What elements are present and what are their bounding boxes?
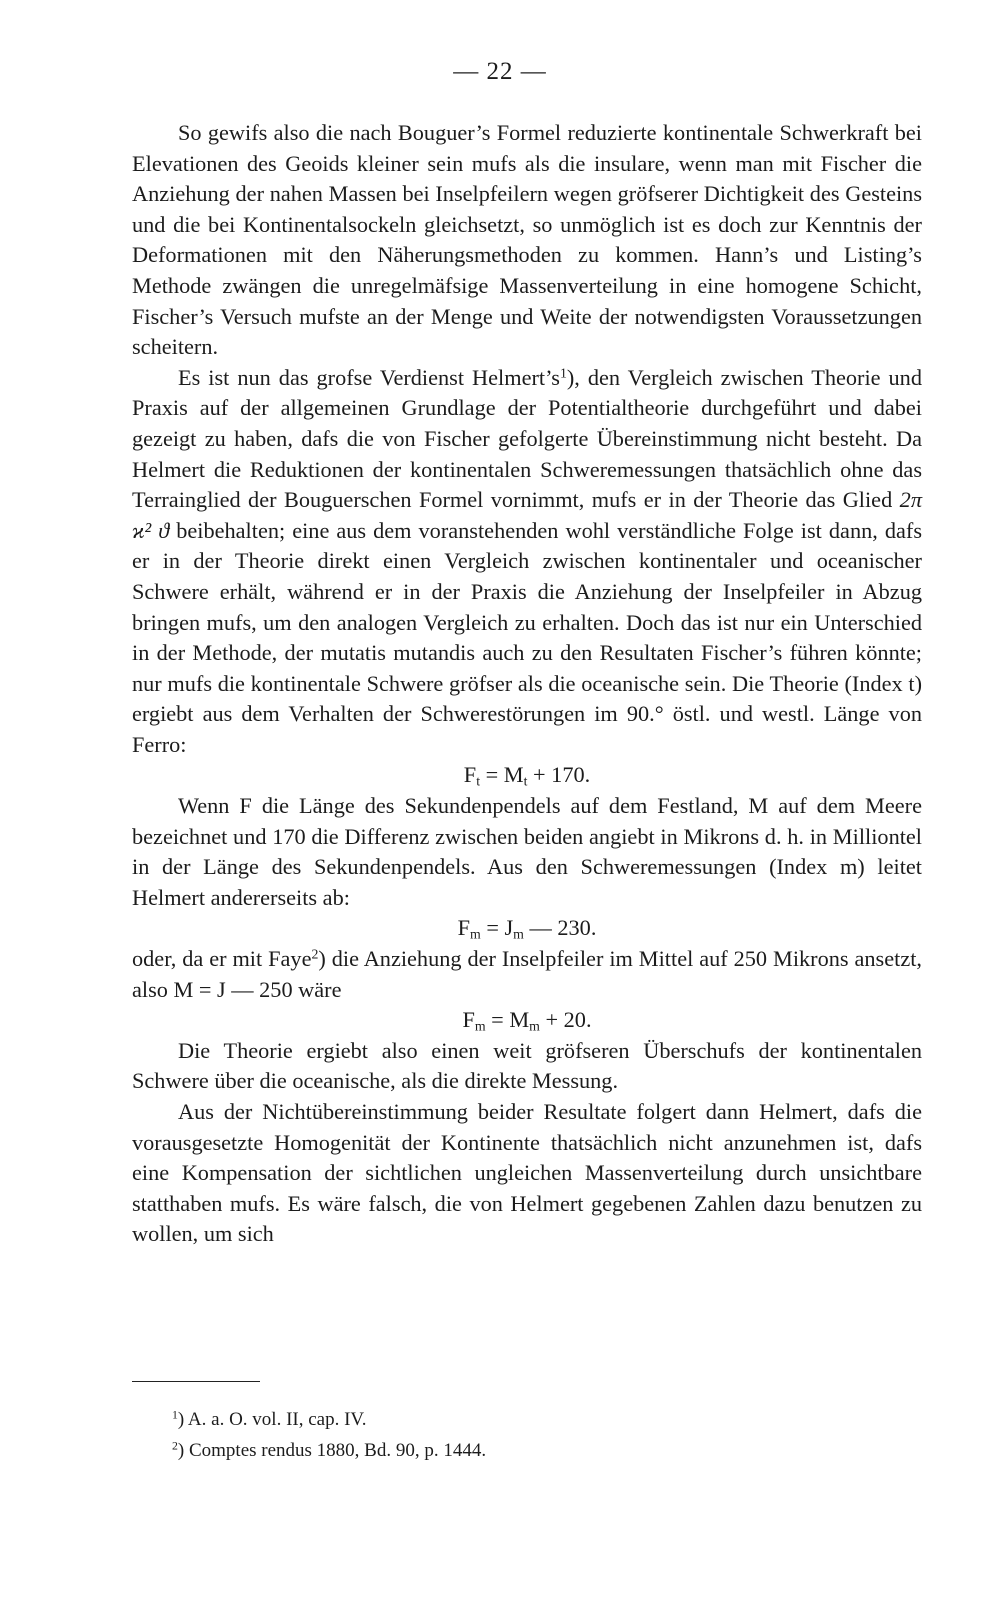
paragraph-2-end: beibehalten; eine aus dem voranstehenden wohl verständliche Folge ist dann, dafs er in der Theorie direkt einen Vergleich zwischen kontinentaler und oceanischer Schwere erhält, während er in der Praxis die Anziehung der Inselpfeiler in Abzug bringen mufs, um den analogen Vergleich zu erhalten. Doch das ist nur ein Unterschied in der Methode, der mutatis mutandis auch zu den Resultaten Fischer’s führen könnte; nur mufs die kontinentale Schwere gröfser als die oceanische sein. Die Theorie (Index t) ergiebt aus dem Verhalten der Schwerestörungen im 90.° östl. und westl. Länge von Ferro: [132, 517, 922, 757]
paragraph-4-end: ) die Anziehung der Inselpfeiler im Mittel auf 250 Mikrons ansetzt, also M = J — 250 wäre [132, 946, 922, 1002]
paragraph-1: So gewifs also die nach Bouguer’s Formel reduzierte kontinentale Schwerkraft bei Elevationen des Geoids kleiner sein mufs als die insulare, wenn man mit Fischer die Anziehung der nahen Massen bei Inselpfeilern wegen gröfserer Dichtigkeit des Gesteins und die bei Kontinentalsockeln gleichsetzt, so unmöglich ist es doch zur Kenntnis der Deformationen mit den Näherungsmethoden zu kommen. Hann’s und Listing’s Methode zwängen die unregelmäfsige Massenverteilung in eine homogene Schicht, Fischer’s Versuch mufste an der Menge und Weite der notwendigsten Voraussetzungen scheitern. [132, 120, 922, 360]
formula-1-rhs: M [503, 762, 524, 788]
paragraph-5: Die Theorie ergiebt also einen weit gröfseren Überschufs der kontinentalen Schwere über die oceanische, als die direkte Messung. [132, 1037, 922, 1094]
paragraph-2 [132, 363, 922, 761]
term-symbol: 2π ϰ² ϑ [132, 487, 922, 543]
formula-3-equals: = [485, 1007, 510, 1033]
paragraph-3: Wenn F die Länge des Sekundenpendels auf dem Festland, M auf dem Meere bezeichnet und 170 die Differenz zwischen beiden angiebt in Mikrons d. h. in Milliontel in der Länge des Sekundenpendels. Aus den Schweremessungen (Index m) leitet Helmert andererseits ab: [132, 793, 922, 910]
footnote-1 [172, 1404, 486, 1435]
footnote-divider [132, 1381, 260, 1382]
paragraph-2-start: Es ist nun das grofse Verdienst Helmert’s [178, 364, 560, 390]
formula-1-rhs-index: t [523, 773, 528, 789]
paragraph-2-middle: ), den Vergleich zwischen Theorie und Praxis auf der allgemeinen Grundlage der Potentialtheorie durchgeführt und dabei gezeigt zu haben, dafs die von Fischer gefolgerte Übereinstimmung nicht besteht. Da Helmert die Reduktionen der kontinentalen Schweremessungen thatsächlich ohne das Terrainglied der Bouguerschen Formel vornimmt, mufs er in der Theorie das Glied [132, 364, 922, 513]
formula-1-lhs: F [463, 762, 477, 788]
formula-3 [132, 1005, 922, 1036]
formula-3-rhs-index: m [529, 1018, 540, 1034]
formula-1-tail: + 170. [527, 762, 591, 788]
formula-3-rhs: M [509, 1007, 530, 1033]
formula-2-rhs-index: m [513, 926, 524, 942]
formula-1-equals: = [480, 762, 504, 788]
footnote-2 [172, 1435, 486, 1466]
formula-2 [132, 913, 922, 944]
formula-2-rhs: J [504, 915, 514, 941]
formula-2-lhs: F [457, 915, 470, 941]
formula-1 [132, 760, 922, 791]
formula-2-tail: — 230. [523, 915, 597, 941]
formula-2-lhs-index: m [470, 926, 481, 942]
footnote-2-text: ) Comptes rendus 1880, Bd. 90, p. 1444. [177, 1440, 487, 1461]
formula-1-lhs-index: t [476, 773, 481, 789]
paragraph-4-start: oder, da er mit Faye [132, 946, 312, 972]
formula-3-tail: + 20. [539, 1007, 592, 1033]
formula-3-lhs: F [462, 1007, 475, 1033]
footnote-ref-1: 1 [559, 365, 567, 381]
formula-2-equals: = [480, 915, 505, 941]
footnote-ref-2: 2 [311, 946, 319, 962]
footnotes [172, 1404, 486, 1466]
body-text [132, 118, 922, 1250]
footnote-2-marker: 2 [172, 1439, 178, 1453]
footnote-1-text: ) A. a. O. vol. II, cap. IV. [177, 1409, 367, 1430]
paragraph-4 [132, 944, 922, 1005]
footnote-1-marker: 1 [172, 1408, 178, 1422]
page-number: — 22 — [453, 58, 547, 85]
paragraph-6: Aus der Nichtübereinstimmung beider Resultate folgert dann Helmert, dafs die vorausgesetzte Homogenität der Kontinente thatsächlich nicht anzunehmen ist, dafs eine Kompensation der sichtlichen ungleichen Massenverteilung durch unsichtbare statthaben mufs. Es wäre falsch, die von Helmert gegebenen Zahlen dazu benutzen zu wollen, um sich [132, 1099, 922, 1247]
formula-3-lhs-index: m [474, 1018, 486, 1034]
